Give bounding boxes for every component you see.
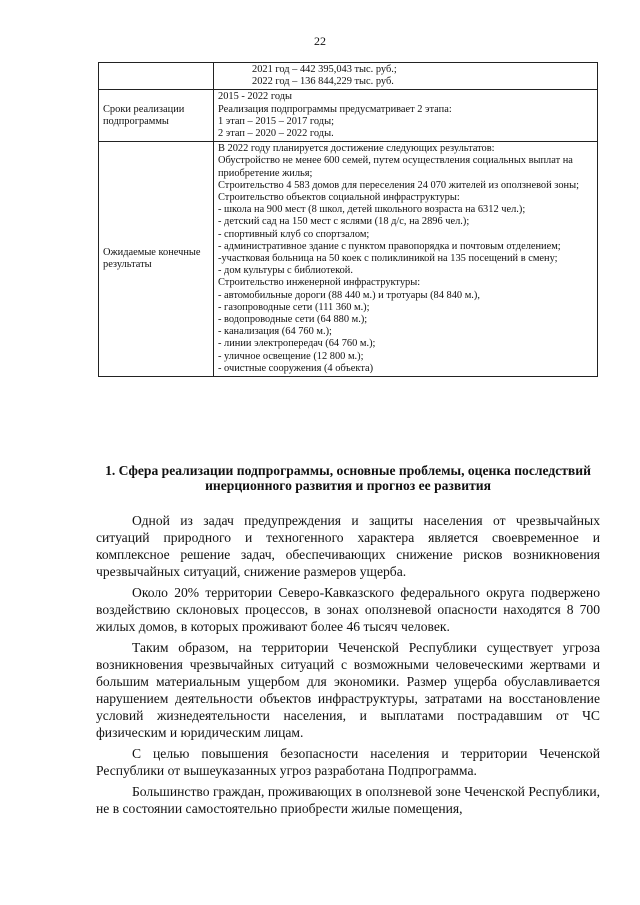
- terms-line: 1 этап – 2015 – 2017 годы;: [218, 115, 334, 127]
- body-paragraph: С целью повышения безопасности населения и территории Чеченской Республики от вышеуказанных угроз разработана Подпрограмма.: [96, 746, 600, 778]
- table-row-results: [99, 142, 598, 377]
- terms-line: 2 этап – 2020 – 2022 годы.: [218, 128, 334, 140]
- results-line: - административное здание с пунктом правопорядка и почтовым отделением;: [218, 240, 561, 252]
- body-paragraph: Таким образом, на территории Чеченской Республики существует угроза возникновения чрезвычайных ситуаций с возможными человеческими жертвами и большим материальным ущербом для экономики. Размер ущерба обуславливается нарушением деятельности объектов инфраструктуры, затратами на восстановление условий жизнедеятельности населения, и выплатами пострадавшим от ЧС физическим и юридическим лицам.: [96, 640, 600, 740]
- funding-value-cell: [214, 63, 598, 90]
- results-line: - дом культуры с библиотекой.: [218, 265, 353, 277]
- results-line: В 2022 году планируется достижение следующих результатов:: [218, 143, 495, 155]
- body-paragraph: Большинство граждан, проживающих в оползневой зоне Чеченской Республики, не в состоянии самостоятельно приобрести жилые помещения,: [96, 784, 600, 816]
- page-number: 22: [314, 34, 326, 48]
- table-row-funding: [99, 63, 598, 90]
- results-line: - канализация (64 760 м.);: [218, 326, 332, 338]
- funding-line: 2021 год – 442 395,043 тыс. руб.;: [252, 64, 397, 75]
- results-line: - спортивный клуб со спортзалом;: [218, 228, 370, 240]
- terms-line: 2015 - 2022 годы: [218, 91, 292, 103]
- results-line: Строительство 4 583 домов для переселения 24 070 жителей из оползневой зоны;: [218, 179, 579, 191]
- section-body: [96, 512, 600, 817]
- results-line: - очистные сооружения (4 объекта): [218, 362, 374, 374]
- terms-line: Реализация подпрограммы предусматривает 2 этапа:: [218, 103, 452, 115]
- results-line: - автомобильные дороги (88 440 м.) и тротуары (84 840 м.),: [218, 289, 480, 301]
- results-line: - школа на 900 мест (8 школ, детей школьного возраста на 6312 чел.);: [218, 204, 526, 216]
- results-line: - уличное освещение (12 800 м.);: [218, 350, 364, 362]
- results-line: Строительство объектов социальной инфраструктуры:: [218, 192, 460, 204]
- results-line: -участковая больница на 50 коек с поликлиникой на 135 посещений в смену;: [218, 253, 558, 265]
- terms-value-cell: [214, 90, 598, 142]
- results-line: - водопроводные сети (64 880 м.);: [218, 314, 368, 326]
- results-label: Ожидаемые конечные результаты: [99, 142, 214, 377]
- results-line: - линии электропередач (64 760 м.);: [218, 338, 376, 350]
- section-heading: 1. Сфера реализации подпрограммы, основные проблемы, оценка последствий инерционного развития и прогноз ее развития: [105, 463, 591, 493]
- results-line: Строительство инженерной инфраструктуры:: [218, 277, 421, 289]
- results-line: - детский сад на 150 мест с яслями (18 д/с, на 2896 чел.);: [218, 216, 470, 228]
- funding-label-cell: [99, 63, 214, 90]
- body-paragraph: Одной из задач предупреждения и защиты населения от чрезвычайных ситуаций природного и техногенного характера является своевременное и комплексное решение задач, обеспечивающих снижение рисков возникновения чрезвычайных ситуаций, снижение размеров ущерба.: [96, 513, 600, 579]
- subprogram-passport-table: [98, 62, 598, 377]
- table-row-terms: [99, 90, 598, 142]
- results-value-cell: [214, 142, 598, 377]
- terms-label: Сроки реализации подпрограммы: [99, 90, 214, 142]
- funding-line: 2022 год – 136 844,229 тыс. руб.: [252, 76, 394, 88]
- results-line: - газопроводные сети (111 360 м.);: [218, 301, 370, 313]
- results-line: Обустройство не менее 600 семей, путем осуществления социальных выплат на приобретение жилья;: [218, 155, 573, 179]
- body-paragraph: Около 20% территории Северо-Кавказского федерального округа подвержено воздействию склоновых процессов, в зонах оползневой опасности находятся 8 700 жилых домов, в которых проживают более 46 тысяч человек.: [96, 585, 600, 634]
